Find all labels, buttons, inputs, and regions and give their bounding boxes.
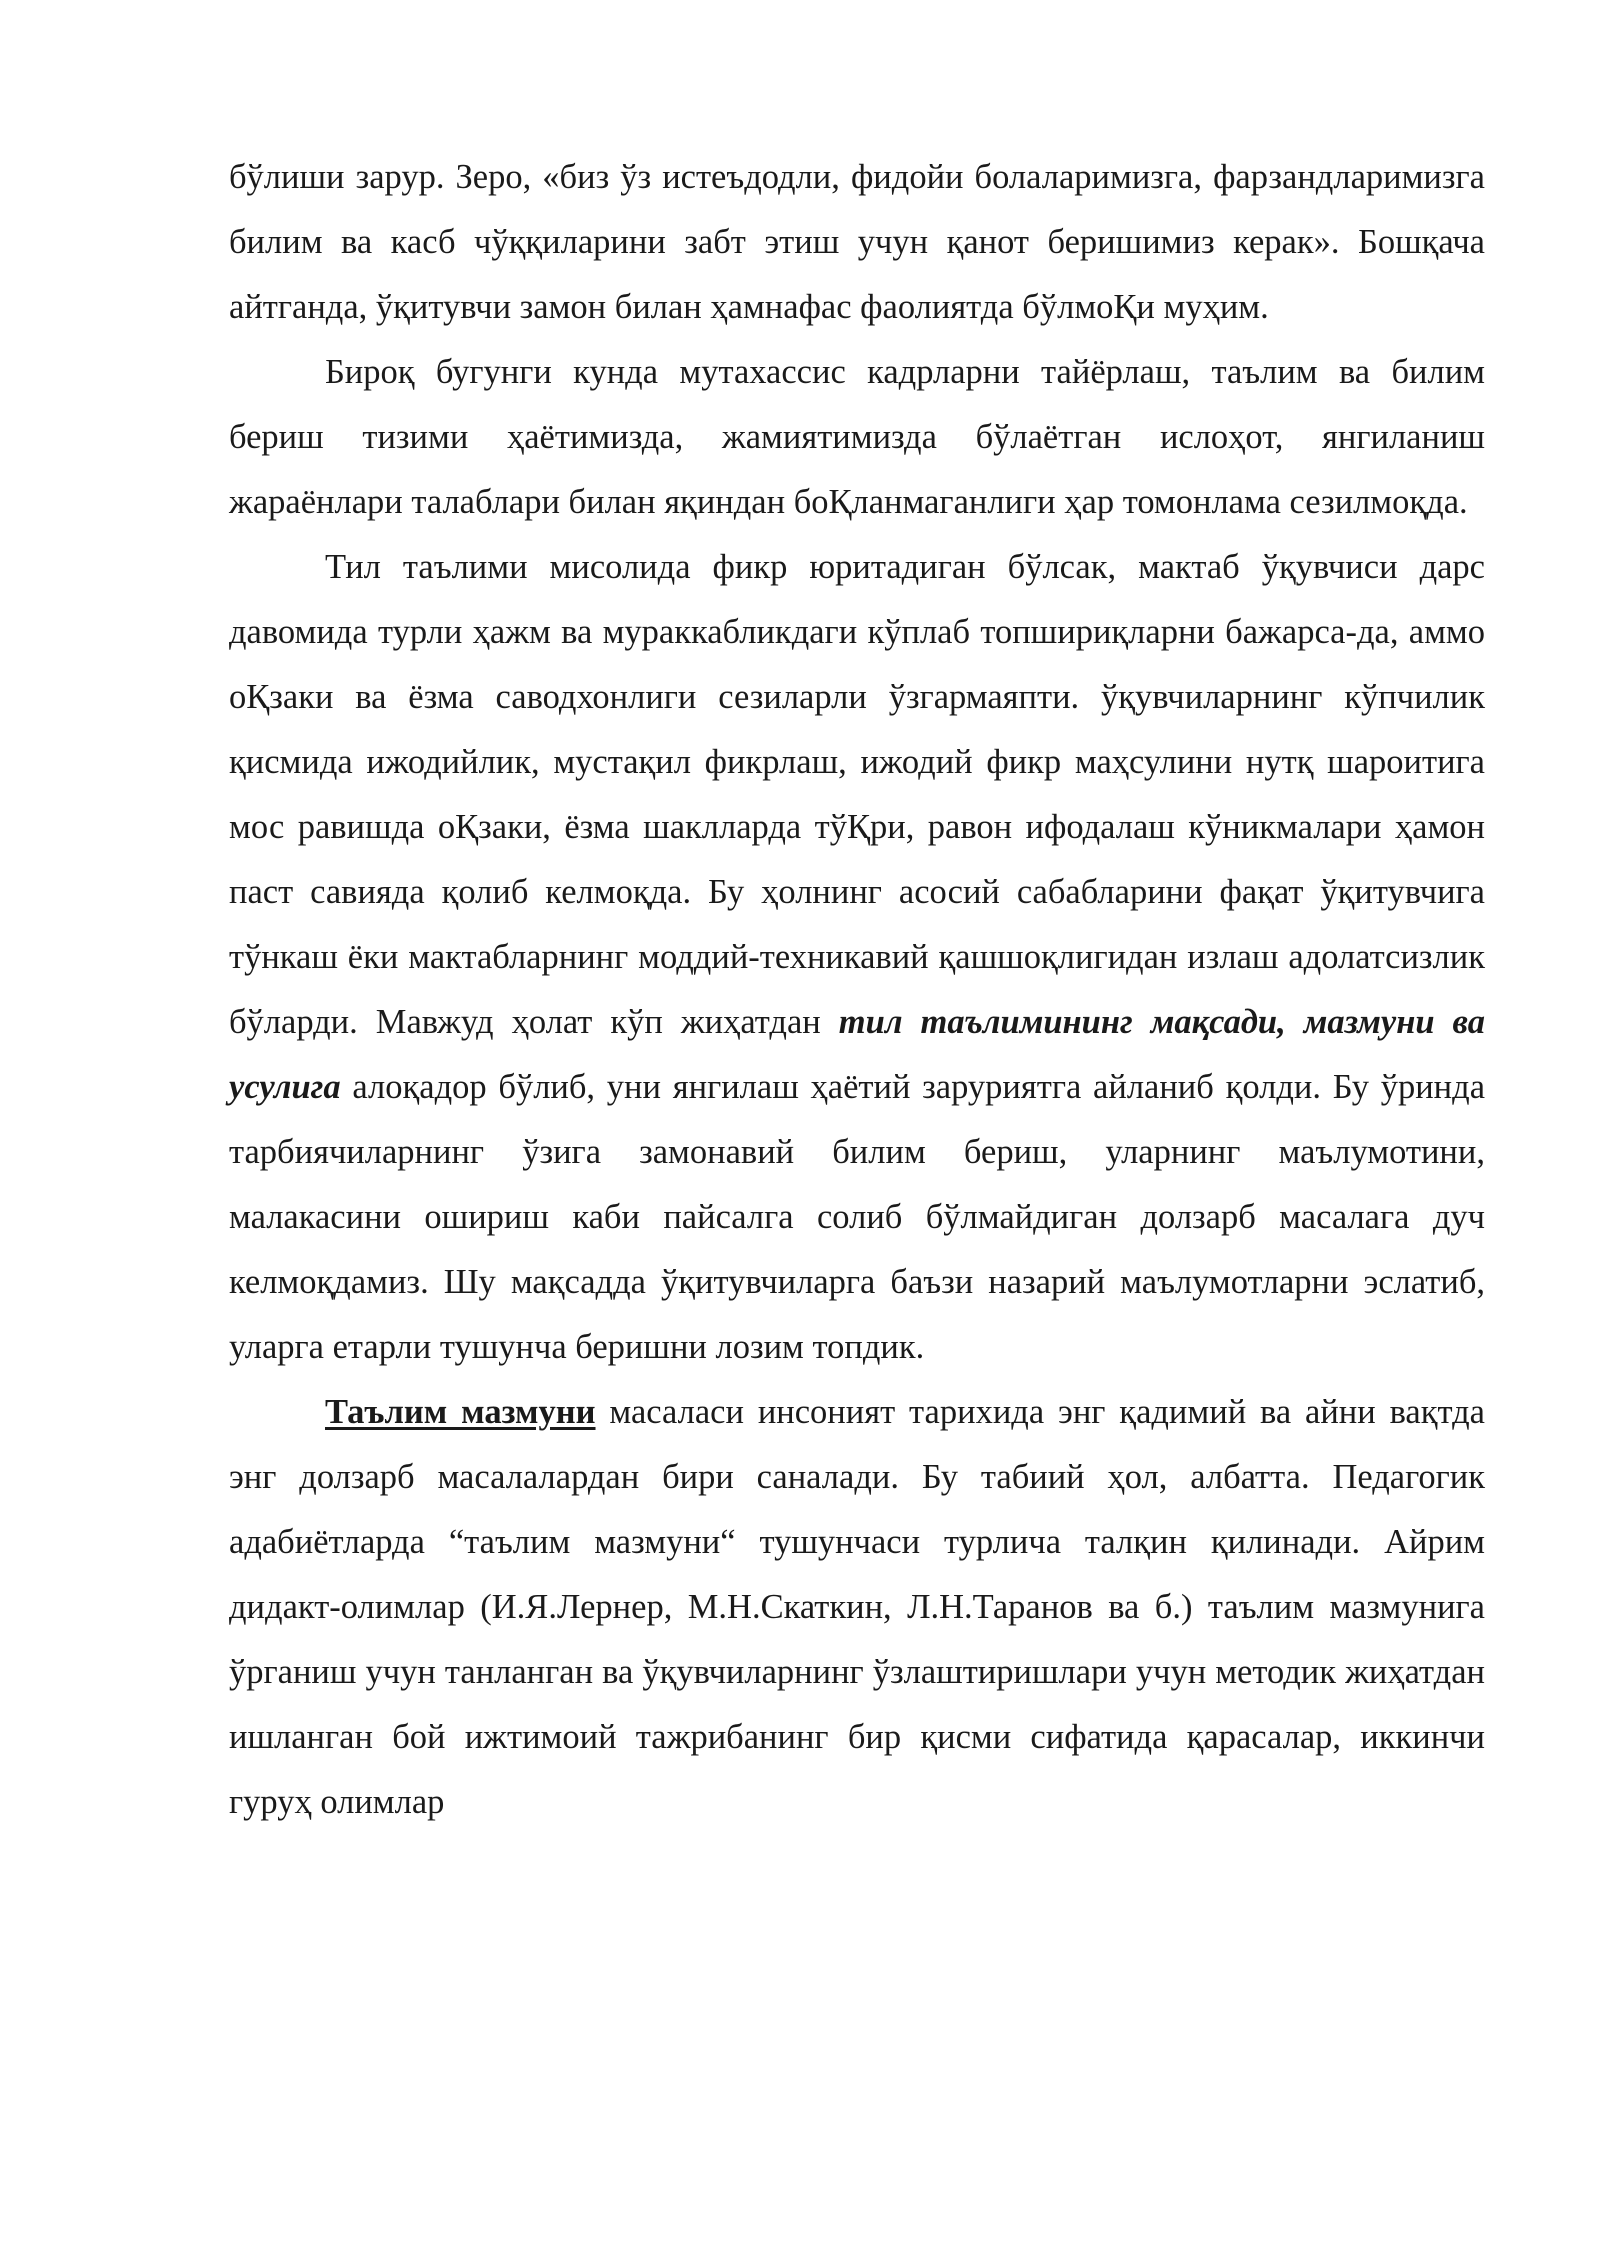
document-body <box>229 145 1485 1835</box>
paragraph-3-text-before: Тил таълими мисолида фикр юритадиган бўлсак, мактаб ўқувчиси дарс давомида турли ҳажм ва мураккабликдаги кўплаб топшириқларни бажарса-да, аммо оҚзаки ва ёзма саводхонлиги сезиларли ўзгармаяпти. ўқувчиларнинг кўпчилик қисмида ижодийлик, мустақил фикрлаш, ижодий фикр маҳсулини нутқ шароитига мос равишда оҚзаки, ёзма шаклларда тўҚри, равон ифодалаш кўникмалари ҳамон паст савияда қолиб келмоқда. Бу ҳолнинг асосий сабабларини фақат ўқитувчига тўнкаш ёки мактабларнинг моддий-техникавий қашшоқлигидан излаш адолатсизлик бўларди. Мавжуд ҳолат кўп жиҳатдан <box>229 548 1485 1041</box>
paragraph-1 <box>229 145 1485 340</box>
paragraph-3-emphasis: тил таълимининг мақсади, мазмуни ва усулига <box>229 1003 1485 1106</box>
paragraph-3 <box>229 535 1485 1380</box>
paragraph-4-term: Таълим мазмуни <box>325 1393 596 1431</box>
paragraph-4 <box>229 1380 1485 1835</box>
paragraph-3-text-after: алоқадор бўлиб, уни янгилаш ҳаётий заруриятга айланиб қолди. Бу ўринда тарбиячиларнинг ўзига замонавий билим бериш, уларнинг маълумотини, малакасини ошириш каби пайсалга солиб бўлмайдиган долзарб масалага дуч келмоқдамиз. Шу мақсадда ўқитувчиларга баъзи назарий маълумотларни эслатиб, уларга етарли тушунча беришни лозим топдик. <box>229 1068 1486 1366</box>
paragraph-2 <box>229 340 1485 535</box>
paragraph-1-text: бўлиши зарур. Зеро, «биз ўз истеъдодли, фидойи болаларимизга, фарзандларимизга билим ва касб чўққиларини забт этиш учун қанот беришимиз керак». Бошқача айтганда, ўқитувчи замон билан ҳамнафас фаолиятда бўлмоҚи муҳим. <box>229 158 1485 326</box>
paragraph-4-text: масаласи инсоният тарихида энг қадимий ва айни вақтда энг долзарб масалалардан бири саналади. Бу табиий ҳол, албатта. Педагогик адабиётларда “таълим мазмуни“ тушунчаси турлича талқин қилинади. Айрим дидакт-олимлар (И.Я.Лернер, М.Н.Скаткин, Л.Н.Таранов ва б.) таълим мазмунига ўрганиш учун танланган ва ўқувчиларнинг ўзлаштиришлари учун методик жиҳатдан ишланган бой ижтимоий тажрибанинг бир қисми сифатида қарасалар, иккинчи гуруҳ олимлар <box>229 1393 1485 1821</box>
paragraph-2-text: Бироқ бугунги кунда мутахассис кадрларни тайёрлаш, таълим ва билим бериш тизими ҳаётимизда, жамиятимизда бўлаётган ислоҳот, янгиланиш жараёнлари талаблари билан яқиндан боҚланмаганлиги ҳар томонлама сезилмоқда. <box>229 353 1485 521</box>
